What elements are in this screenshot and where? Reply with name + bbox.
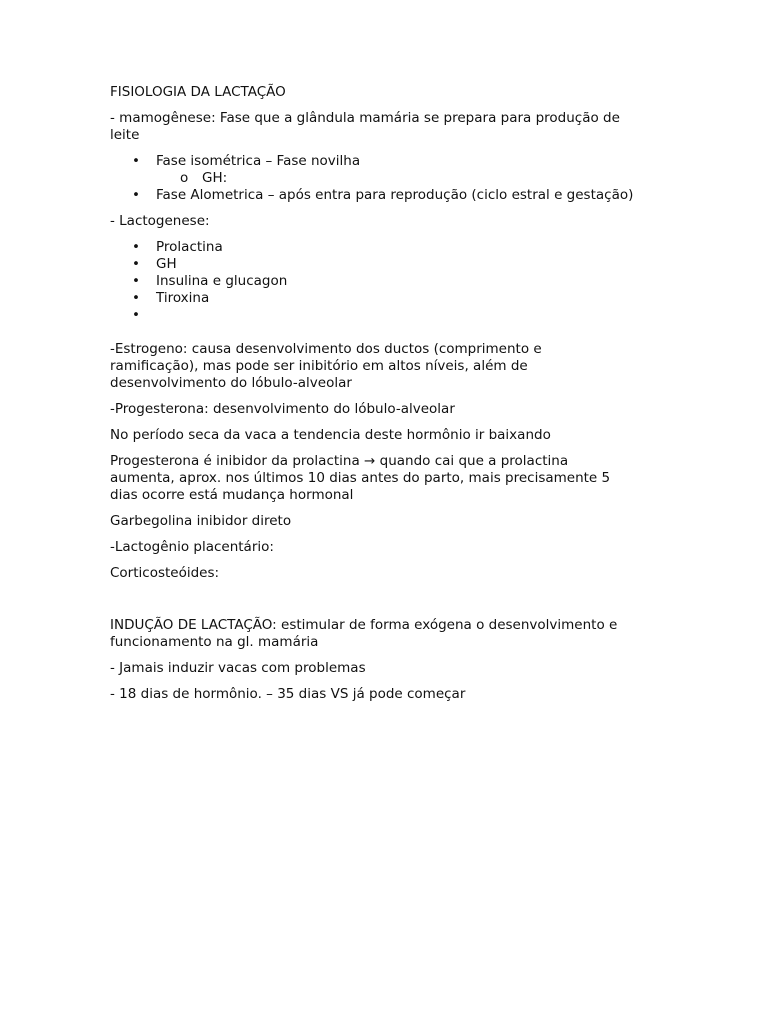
blank-line <box>110 591 670 617</box>
lactogenese-list <box>110 239 670 324</box>
list-item <box>110 273 670 290</box>
bullet-icon: • <box>132 273 140 289</box>
lactogenio-paragraph: -Lactogênio placentário: <box>110 539 274 555</box>
inducao-paragraph <box>110 617 670 651</box>
document-title: FISIOLOGIA DA LACTAÇÃO <box>110 84 286 100</box>
periodo-seca-paragraph: No período seca da vaca a tendencia deste hormônio ir baixando <box>110 427 551 443</box>
mamogenese-paragraph <box>110 110 670 144</box>
estrogeno-line-1: -Estrogeno: causa desenvolvimento dos ductos (comprimento e <box>110 341 542 357</box>
inducao-line-1: INDUÇÃO DE LACTAÇÃO: estimular de forma exógena o desenvolvimento e <box>110 617 618 633</box>
bullet-icon: • <box>132 187 140 203</box>
list-item <box>110 307 670 324</box>
list-item-text: Fase Alometrica – após entra para reprodução (ciclo estral e gestação) <box>156 187 634 203</box>
mamogenese-line-1: - mamogênese: Fase que a glândula mamária se prepara para produção de <box>110 110 620 126</box>
list-item-text: Fase isométrica – Fase novilha <box>156 153 361 169</box>
estrogeno-line-3: desenvolvimento do lóbulo-alveolar <box>110 375 352 391</box>
list-item-text: Prolactina <box>156 239 223 255</box>
bullet-icon: • <box>132 307 140 323</box>
progesterona-inibidor-line-1: Progesterona é inibidor da prolactina → quando cai que a prolactina <box>110 453 569 469</box>
progesterona-inibidor-line-2: aumenta, aprox. nos últimos 10 dias antes do parto, mais precisamente 5 <box>110 470 611 486</box>
list-item <box>110 256 670 273</box>
list-item-text: Insulina e glucagon <box>156 273 288 289</box>
sub-list-item-text: GH: <box>202 170 228 186</box>
sub-list-item <box>110 170 670 187</box>
mamogenese-list <box>110 153 670 204</box>
bullet-icon: • <box>132 256 140 272</box>
estrogeno-paragraph <box>110 341 670 392</box>
list-item-text: Tiroxina <box>156 290 210 306</box>
dias-paragraph: - 18 dias de hormônio. – 35 dias VS já pode começar <box>110 686 466 702</box>
document-page <box>110 84 670 712</box>
list-item-text: GH <box>156 256 177 272</box>
list-item <box>110 187 670 204</box>
list-item <box>110 290 670 307</box>
bullet-icon: • <box>132 239 140 255</box>
jamais-paragraph: - Jamais induzir vacas com problemas <box>110 660 366 676</box>
bullet-icon: • <box>132 153 140 169</box>
progesterona-inibidor-line-3: dias ocorre está mudança hormonal <box>110 487 354 503</box>
sub-bullet-icon: o <box>180 170 189 186</box>
lactogenese-heading: - Lactogenese: <box>110 213 210 229</box>
garbegolina-paragraph: Garbegolina inibidor direto <box>110 513 292 529</box>
list-item <box>110 239 670 256</box>
inducao-line-2: funcionamento na gl. mamária <box>110 634 319 650</box>
mamogenese-line-2: leite <box>110 127 140 143</box>
corticosteoides-paragraph: Corticosteóides: <box>110 565 220 581</box>
progesterona-paragraph: -Progesterona: desenvolvimento do lóbulo-alveolar <box>110 401 455 417</box>
progesterona-inibidor-paragraph <box>110 453 670 504</box>
estrogeno-line-2: ramificação), mas pode ser inibitório em altos níveis, além de <box>110 358 528 374</box>
list-item <box>110 153 670 170</box>
bullet-icon: • <box>132 290 140 306</box>
